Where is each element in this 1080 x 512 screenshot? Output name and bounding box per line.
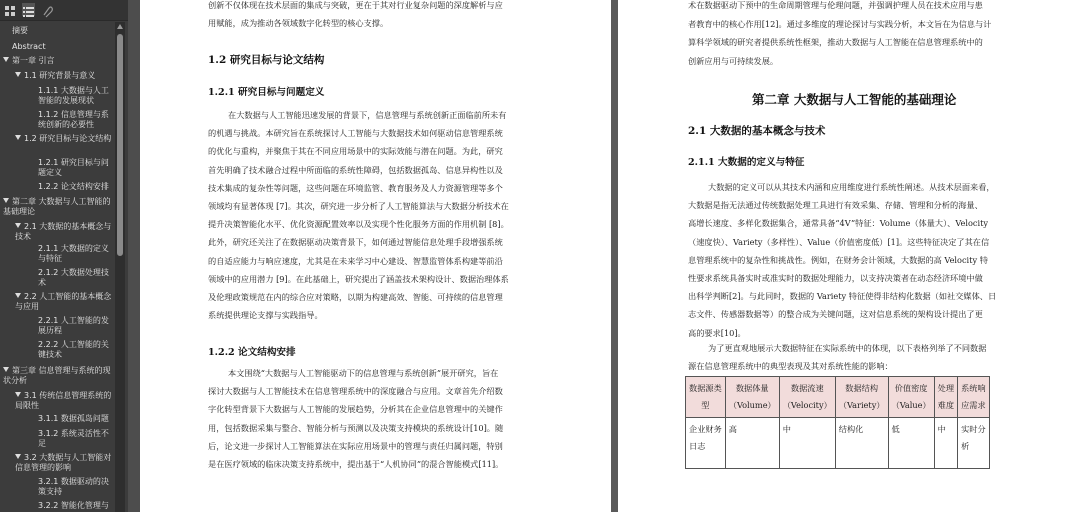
paragraph-line: 息管理系统中的复杂性和挑战性。例如，在财务会计领域，大数据的高 Velocity 特 bbox=[688, 254, 988, 265]
paragraph-line: 是在医疗领域的临床决策支持系统中，提出基于“人机协同”的混合智能模式[11]。 bbox=[208, 459, 504, 469]
outline-item[interactable] bbox=[38, 501, 112, 511]
table-header-cell bbox=[934, 377, 957, 418]
cell-text: 中 bbox=[937, 424, 946, 434]
paragraph-line: 首先明确了技术融合过程中所面临的系统性障碍，包括数据孤岛、信息异构性以及 bbox=[208, 164, 503, 175]
cell-text: 企业财务 bbox=[689, 424, 722, 434]
outline-item[interactable] bbox=[38, 158, 112, 178]
outline-item-label: 1.2.1 研究目标与问题定义 bbox=[38, 158, 109, 177]
table-row bbox=[686, 418, 990, 469]
sidebar-toolbar bbox=[0, 0, 128, 21]
outline-item-label: 摘要 bbox=[12, 26, 28, 35]
expand-toggle-icon[interactable] bbox=[15, 454, 21, 459]
paragraph-line: 者教育中的核心作用[12]。通过多维度的理论探讨与实践分析，本文旨在为信息与计 bbox=[688, 18, 992, 29]
outline-item-label: 3.1 传统信息管理系统的局限性 bbox=[15, 391, 112, 410]
outline-item-label: 3.2.1 数据驱动的决策支持 bbox=[38, 477, 109, 496]
outline-item-label: 第二章 大数据与人工智能的基础理论 bbox=[3, 197, 111, 216]
table-cell bbox=[779, 418, 835, 469]
table-header-cell bbox=[958, 377, 990, 418]
cell-text: 析 bbox=[961, 441, 970, 451]
outline-item[interactable] bbox=[38, 86, 112, 106]
outline-item[interactable] bbox=[15, 71, 112, 81]
paragraph-line: 在大数据与人工智能迅速发展的背景下，信息管理与系统创新正面临前所未有 bbox=[228, 110, 507, 120]
table-cell bbox=[835, 418, 888, 469]
scroll-up-arrow-icon[interactable] bbox=[117, 24, 123, 29]
expand-toggle-icon[interactable] bbox=[15, 293, 21, 298]
cell-text: （Value） bbox=[891, 400, 931, 410]
outline-item[interactable] bbox=[38, 316, 112, 336]
table-header-cell bbox=[686, 377, 726, 418]
paragraph-line: 创新不仅体现在技术层面的集成与突破，更在于其对行业复杂问题的深度解析与应 bbox=[208, 0, 503, 10]
expand-toggle-icon[interactable] bbox=[15, 72, 21, 77]
outline-item[interactable] bbox=[12, 26, 112, 36]
outline-item[interactable] bbox=[15, 292, 112, 312]
cell-text: 低 bbox=[891, 424, 900, 434]
scrollbar-thumb[interactable] bbox=[117, 34, 123, 256]
paragraph-line: 领域中的应用潜力 [9]。在此基础上，研究提出了涵盖技术架构设计、数据治理体系 bbox=[208, 273, 509, 284]
outline-item-label: 3.2.2 智能化管理与 bbox=[38, 501, 109, 510]
paragraph-line: 系统提供理论支撑与实践指导。 bbox=[208, 310, 323, 321]
subsection-heading: 1.2.1 研究目标与问题定义 bbox=[208, 87, 325, 98]
paragraph-line: 高增长速度、多样化数据集合，通常具备“4V”特征：Volume（体量大）、Velocity bbox=[688, 218, 989, 229]
paragraph-line: 及伦理政策规范在内的综合应对策略，以期为构建高效、智能、可持续的信息管理 bbox=[208, 292, 503, 302]
expand-toggle-icon[interactable] bbox=[3, 367, 9, 372]
outline-item[interactable] bbox=[38, 477, 112, 497]
cell-text: 处理 bbox=[937, 383, 955, 393]
outline-item[interactable] bbox=[38, 429, 112, 449]
paragraph-line: 字化转型背景下大数据与人工智能的发展趋势，分析其在企业信息管理中的关键作 bbox=[208, 404, 503, 415]
outline-item-label: 2.1.1 大数据的定义与特征 bbox=[38, 244, 109, 263]
outline-item-label: 1.2.2 论文结构安排 bbox=[38, 182, 109, 191]
attachments-icon[interactable] bbox=[40, 3, 53, 16]
table-header-cell bbox=[835, 377, 888, 418]
cell-text: （Variety） bbox=[838, 400, 885, 410]
subsection-heading: 1.2.2 论文结构安排 bbox=[208, 347, 296, 358]
paragraph-line: 领域均有显著体现 [7]。其次，研究进一步分析了人工智能算法与大数据分析技术在 bbox=[208, 201, 509, 211]
outline-item[interactable] bbox=[3, 366, 112, 386]
document-page-right bbox=[618, 0, 1080, 512]
cell-text: 日志 bbox=[689, 441, 706, 451]
outline-item-label: 第一章 引言 bbox=[12, 56, 55, 65]
paragraph-line: 提升决策智能化水平、优化资源配置效率以及实现个性化服务方面的作用机制 [8]。 bbox=[208, 219, 509, 230]
sidebar-scrollbar[interactable] bbox=[115, 22, 125, 512]
table-cell bbox=[958, 418, 990, 469]
cell-text: 数据源类 bbox=[689, 383, 722, 393]
section-heading: 1.2 研究目标与论文结构 bbox=[208, 54, 325, 66]
expand-toggle-icon[interactable] bbox=[3, 198, 9, 203]
paragraph-line: 为了更直观地展示大数据特征在实际系统中的体现，以下表格列举了不同数据 bbox=[708, 343, 987, 353]
paragraph-line: 的优化与重构，并聚焦于其在不同应用场景中的实际效能与潜在问题。为此，研究 bbox=[208, 146, 503, 157]
outline-item[interactable] bbox=[15, 134, 112, 144]
paragraph-line: 技术集成的复杂性等问题，这些问题在环境监管、教育服务及人力资源管理等多个 bbox=[208, 182, 503, 193]
paragraph-line: 的机遇与挑战。本研究旨在系统探讨人工智能与大数据技术如何驱动信息管理系统 bbox=[208, 128, 503, 139]
table-cell bbox=[686, 418, 726, 469]
outline-item-label: 1.1.1 大数据与人工智能的发展现状 bbox=[38, 86, 109, 105]
cell-text: 应需求 bbox=[961, 400, 986, 410]
outline-item-label: 1.1.2 信息管理与系统创新的必要性 bbox=[38, 110, 109, 129]
outline-item-label: Abstract bbox=[12, 42, 46, 51]
outline-item[interactable] bbox=[38, 110, 112, 130]
outline-item[interactable] bbox=[3, 197, 112, 217]
cell-text: 数据体量 bbox=[735, 383, 769, 393]
outline-item-label: 3.1.1 数据孤岛问题 bbox=[38, 414, 109, 423]
outline-item[interactable] bbox=[3, 56, 112, 66]
outline-item[interactable] bbox=[38, 340, 112, 360]
expand-toggle-icon[interactable] bbox=[15, 135, 21, 140]
cell-text: （Volume） bbox=[728, 400, 776, 410]
outline-item-label: 2.1 大数据的基本概念与技术 bbox=[15, 222, 112, 241]
outline-item[interactable] bbox=[15, 222, 112, 242]
paragraph-line: 高的要求[10]。 bbox=[688, 327, 746, 338]
paragraph-line: 后，论文进一步探讨人工智能算法在实际应用场景中的管理与责任归属问题，特别 bbox=[208, 440, 503, 451]
outline-item[interactable] bbox=[38, 414, 112, 424]
cell-text: 难度 bbox=[937, 400, 955, 410]
table-cell bbox=[934, 418, 957, 469]
outline-sidebar bbox=[0, 0, 128, 512]
outline-item[interactable] bbox=[38, 182, 112, 192]
paragraph-line: 此外，研究还关注了在数据驱动决策背景下，如何通过智能信息处理手段增强系统 bbox=[208, 237, 503, 248]
outline-item[interactable] bbox=[38, 268, 112, 288]
outline-item-label: 1.2 研究目标与论文结构 bbox=[24, 134, 112, 143]
section-heading: 2.1 大数据的基本概念与技术 bbox=[688, 125, 826, 137]
paragraph-line: （速度快）、Variety（多样性）、Value（价值密度低）[1]。这些特征决定了其在信 bbox=[688, 236, 990, 247]
paragraph-line: 大数据是指无法通过传统数据处理工具进行有效采集、存储、管理和分析的海量、 bbox=[688, 200, 983, 211]
paragraph-line: 的自适应能力与响应速度，尤其是在未来学习中心建设、智慧监管体系构建等前沿 bbox=[208, 255, 503, 266]
cell-text: 高 bbox=[728, 424, 737, 434]
cell-text: 数据结构 bbox=[845, 383, 879, 393]
paragraph-line: 本文围绕“大数据与人工智能驱动下的信息管理与系统创新”展开研究，旨在 bbox=[228, 368, 499, 378]
outline-item-label: 2.1.2 大数据处理技术 bbox=[38, 268, 109, 287]
outline-item[interactable] bbox=[15, 391, 112, 411]
cell-text: 实时分 bbox=[961, 424, 986, 434]
paragraph-line: 源在信息管理系统中的典型表现及其对系统性能的影响： bbox=[688, 361, 893, 372]
outline-item[interactable] bbox=[12, 42, 112, 52]
outline-tree bbox=[0, 22, 114, 512]
paragraph-line: 大数据的定义可以从其技术内涵和应用维度进行系统性阐述。从技术层面来看， bbox=[708, 182, 995, 192]
thumbnails-icon[interactable] bbox=[4, 3, 17, 16]
outline-item[interactable] bbox=[15, 453, 112, 473]
expand-toggle-icon[interactable] bbox=[3, 57, 9, 62]
outline-item[interactable] bbox=[38, 244, 112, 264]
paragraph-line: 算科学领域的研究者提供系统性框架，推动大数据与人工智能在信息管理系统中的 bbox=[688, 37, 983, 47]
paragraph-line: 性要求系统具备实时或准实时的数据处理能力，以支持决策者在动态经济环境中做 bbox=[688, 273, 983, 283]
page-gap bbox=[611, 0, 618, 512]
paragraph-line: 创新应用与可持续发展。 bbox=[688, 55, 779, 66]
paragraph-line: 用赋能，成为推动各领域数字化转型的核心支撑。 bbox=[208, 18, 389, 28]
chapter-title: 第二章 大数据与人工智能的基础理论 bbox=[752, 92, 957, 107]
cell-text: 系统响 bbox=[961, 383, 986, 393]
cell-text: 价值密度 bbox=[894, 383, 928, 393]
table-cell bbox=[888, 418, 934, 469]
paragraph-line: 出科学判断[2]。与此同时，数据的 Variety 特征使得非结构化数据（如社交媒体、日 bbox=[688, 291, 997, 302]
outline-item-label: 2.2.2 人工智能的关键技术 bbox=[38, 340, 109, 359]
table-header-cell bbox=[725, 377, 779, 418]
paragraph-line: 术在数据驱动下预中的生命周期管理与伦理问题，并强调护理人员在技术应用与患 bbox=[688, 0, 983, 10]
table-header-cell bbox=[779, 377, 835, 418]
table-cell bbox=[725, 418, 779, 469]
cell-text: 中 bbox=[782, 424, 791, 434]
paragraph-line: 志文件、传感器数据等）的整合成为关键问题，这对信息系统的架构设计提出了更 bbox=[688, 309, 983, 320]
cell-text: 型 bbox=[701, 400, 710, 410]
outline-item-label: 3.2 大数据与人工智能对信息管理的影响 bbox=[15, 453, 112, 472]
paragraph-line: 用，包括数据采集与整合、智能分析与预测以及决策支持模块的系统设计[10]。随 bbox=[208, 422, 504, 433]
outline-item-label: 1.1 研究背景与意义 bbox=[24, 71, 96, 80]
outline-icon[interactable] bbox=[22, 3, 35, 16]
outline-item-label: 第三章 信息管理与系统的现状分析 bbox=[3, 366, 111, 385]
subsection-heading: 2.1.1 大数据的定义与特征 bbox=[688, 157, 805, 168]
cell-text: 数据流速 bbox=[790, 383, 824, 393]
cell-text: （Velocity） bbox=[782, 400, 832, 410]
expand-toggle-icon[interactable] bbox=[15, 392, 21, 397]
outline-item-label: 2.2 人工智能的基本概念与应用 bbox=[15, 292, 112, 311]
outline-item-label: 2.2.1 人工智能的发展历程 bbox=[38, 316, 109, 335]
paragraph-line: 探讨大数据与人工智能技术在信息管理系统中的深度融合与应用。文章首先介绍数 bbox=[208, 386, 503, 397]
cell-text: 结构化 bbox=[838, 424, 864, 434]
expand-toggle-icon[interactable] bbox=[15, 223, 21, 228]
document-page-left bbox=[140, 0, 611, 512]
table-header-cell bbox=[888, 377, 934, 418]
data-table bbox=[685, 376, 990, 469]
outline-item-label: 3.1.2 系统灵活性不足 bbox=[38, 429, 109, 448]
